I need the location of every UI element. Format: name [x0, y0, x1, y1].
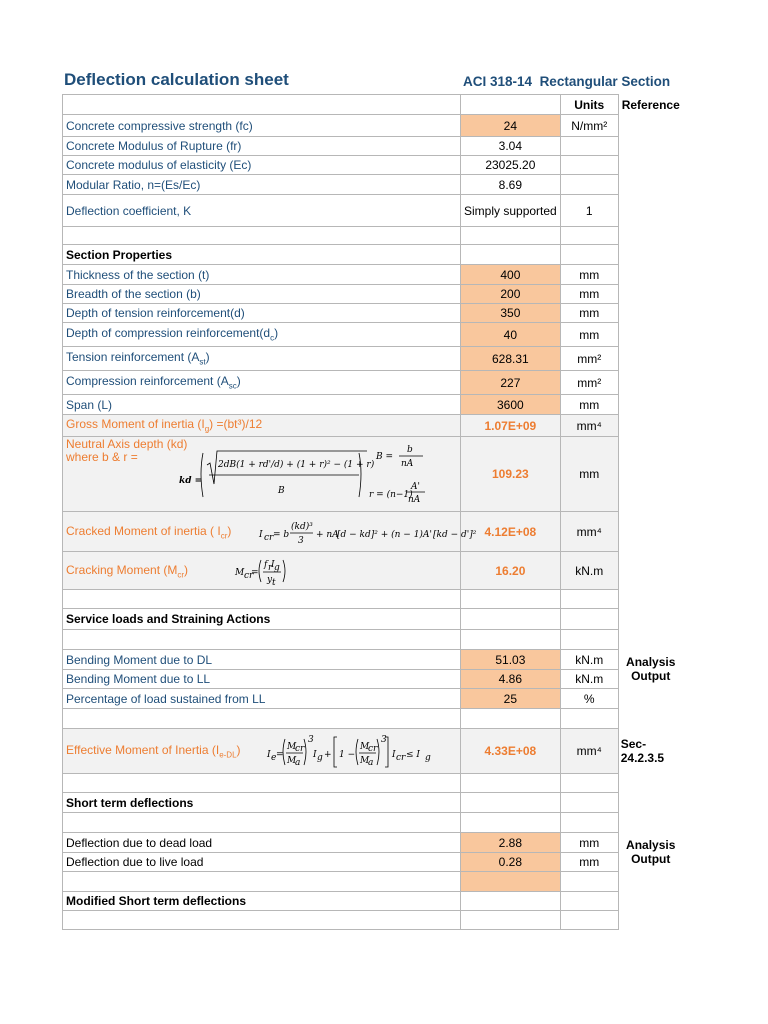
svg-text:g: g — [425, 753, 431, 763]
svg-text:[kd − d']²: [kd − d']² — [433, 530, 477, 540]
span-input[interactable]: 3600 — [461, 395, 561, 415]
row-ig — [63, 415, 683, 437]
spacer-row — [63, 630, 683, 650]
fr-value: 3.04 — [461, 137, 561, 156]
t-label: Thickness of the section (t) — [63, 265, 461, 285]
span-unit: mm — [560, 395, 618, 415]
span-label: Span (L) — [63, 395, 461, 415]
row-ie — [63, 729, 683, 774]
icr-unit: mm⁴ — [560, 512, 618, 552]
def-ll-unit: mm — [560, 853, 618, 872]
asc-input[interactable]: 227 — [461, 371, 561, 395]
svg-text:I: I — [271, 560, 275, 570]
standard-code: ACI 318-14 — [463, 74, 533, 89]
svg-text:3: 3 — [298, 536, 304, 546]
svg-text:nA: nA — [401, 459, 414, 469]
svg-text:f: f — [264, 560, 268, 570]
dc-label: Depth of compression $reinforcement(d_c)$ — [63, 323, 461, 347]
def-dl-label: Deflection due to dead load — [63, 833, 461, 853]
sheet-title: Deflection calculation sheet — [64, 70, 289, 89]
svg-text:M: M — [360, 742, 370, 752]
row-asc — [63, 371, 683, 395]
icr-formula — [63, 512, 477, 552]
section-properties-heading: Section Properties — [63, 245, 461, 265]
spacer-row — [63, 872, 683, 892]
svg-text:nA: nA — [408, 495, 421, 505]
sustained-input[interactable]: 25 — [461, 689, 561, 709]
reference-header: Reference — [621, 97, 680, 112]
units-header: Units — [560, 95, 618, 115]
mdl-label: Bending Moment due to DL — [63, 650, 461, 670]
svg-text:A': A' — [411, 482, 420, 492]
svg-text:M: M — [360, 756, 370, 766]
spacer-row — [63, 590, 683, 609]
asc-unit: mm² — [560, 371, 618, 395]
svg-text:M: M — [287, 756, 297, 766]
modified-short-term-heading: Modified Short term deflections — [63, 892, 461, 911]
n-unit — [560, 175, 618, 195]
spacer-row — [63, 227, 683, 245]
svg-text:=: = — [251, 568, 259, 578]
dc-unit: mm — [560, 323, 618, 347]
short-term-heading: Short term deflections — [63, 793, 461, 813]
k-label: Deflection coefficient, K — [63, 195, 461, 227]
def-dl-unit: mm — [560, 833, 618, 853]
svg-text:g: g — [274, 563, 280, 573]
fc-unit: N/mm² — [560, 115, 618, 137]
ast-label: Tension reinforcement $(A_{st})$ — [63, 347, 461, 371]
row-sustained — [63, 689, 683, 709]
svg-text:3: 3 — [381, 735, 387, 745]
asc-label: Compression reinforcement $(A_{sc})$ — [63, 371, 461, 395]
analysis-output-ref-1: Analysis Output — [626, 655, 676, 683]
fc-input[interactable]: 24 — [461, 115, 561, 137]
row-def-ll — [63, 853, 683, 872]
spacer-row — [63, 813, 683, 833]
svg-text:[d − kd]² + (n − 1)A': [d − kd]² + (n − 1)A' — [337, 530, 432, 540]
row-section-props — [63, 245, 683, 265]
d-label: Depth of tension reinforcement(d) — [63, 304, 461, 323]
row-t — [63, 265, 683, 285]
sustained-unit: % — [560, 689, 618, 709]
row-kd — [63, 437, 683, 512]
n-label: Modular Ratio, n=(Es/Ec) — [63, 175, 461, 195]
svg-text:I: I — [392, 750, 396, 760]
row-fc — [63, 115, 683, 137]
svg-text:1 −: 1 − — [339, 750, 356, 760]
svg-text:+: + — [324, 750, 332, 760]
svg-text:a: a — [368, 758, 374, 768]
ec-label: Concrete modulus of elasticity (Ec) — [63, 156, 461, 175]
header-value-blank — [461, 95, 561, 115]
ig-label: Gross Moment of inertia $(I_g) =(bt^3)/12$ — [63, 415, 461, 437]
svg-text:+ nA: + nA — [316, 530, 339, 540]
fr-unit — [560, 137, 618, 156]
row-b — [63, 285, 683, 304]
b-label: Breadth of the section (b) — [63, 285, 461, 304]
analysis-output-ref-2: Analysis Output — [626, 838, 676, 866]
svg-text:B =: B = — [376, 452, 394, 462]
svg-text:y: y — [267, 575, 273, 585]
svg-text:2dB(1 + rd'/d) + (1 + r)² − (1: 2dB(1 + rd'/d) + (1 + r)² − (1 + r) — [218, 460, 375, 470]
row-ast — [63, 347, 683, 371]
kd-formula — [63, 437, 461, 512]
spacer-row — [63, 774, 683, 793]
icr-label-cell: Cracked Moment of inertia ( $I_{cr}$) I cr = b (kd)³ 3 + nA [d − kd]² + (n − 1)A' [kd − d']² — [63, 512, 461, 552]
ig-value: 1.07E+09 — [461, 415, 561, 437]
sustained-label: Percentage of load sustained from LL — [63, 689, 461, 709]
kd-label: Neutral Axis depth (kd) — [66, 437, 188, 451]
b-unit: mm — [560, 285, 618, 304]
svg-text:= b: = b — [273, 530, 290, 540]
svg-text:b: b — [407, 445, 413, 455]
mcr-label: Cracking Moment (M — [66, 563, 178, 577]
svg-text:I: I — [267, 750, 271, 760]
mll-unit: kN.m — [560, 670, 618, 689]
svg-text:cr: cr — [368, 744, 378, 754]
row-ec — [63, 156, 683, 175]
svg-text:I: I — [313, 750, 317, 760]
row-n — [63, 175, 683, 195]
row-mcr — [63, 552, 683, 590]
row-mod-short — [63, 892, 683, 911]
mll-input[interactable]: 4.86 — [461, 670, 561, 689]
k-unit: 1 — [560, 195, 618, 227]
row-fr — [63, 137, 683, 156]
section-type: Rectangular Section — [539, 74, 671, 89]
mcr-label-cell: Cracking Moment $(M_{cr})$ M cr = f r I g y t — [63, 552, 461, 590]
svg-text:r: r — [268, 563, 273, 573]
spacer-row — [63, 709, 683, 729]
svg-text:g: g — [317, 753, 323, 763]
ec-unit — [560, 156, 618, 175]
calculation-table — [62, 94, 683, 930]
mll-label: Bending Moment due to LL — [63, 670, 461, 689]
svg-text:r = (n−1): r = (n−1) — [369, 490, 413, 500]
svg-text:=: = — [276, 750, 284, 760]
fr-label: Concrete Modulus of Rupture (fr) — [63, 137, 461, 156]
svg-text:kd =: kd = — [179, 476, 203, 486]
d-input[interactable]: 350 — [461, 304, 561, 323]
kd-unit: mm — [560, 437, 618, 512]
svg-text:B: B — [278, 486, 285, 496]
svg-text:3: 3 — [308, 735, 314, 745]
svg-text:(kd)³: (kd)³ — [291, 522, 313, 532]
row-dc — [63, 323, 683, 347]
sheet-subtitle — [463, 74, 768, 89]
row-def-dl — [63, 833, 683, 853]
svg-text:≤ I: ≤ I — [406, 750, 420, 760]
spacer-row — [63, 911, 683, 930]
ie-formula — [63, 729, 461, 774]
def-dl-input[interactable]: 2.88 — [461, 833, 561, 853]
icr-value: 4.12E+08 — [461, 512, 561, 552]
row-d — [63, 304, 683, 323]
row-service — [63, 609, 683, 630]
icr-label: Cracked Moment of inertia ( I — [66, 524, 221, 538]
mcr-unit: kN.m — [560, 552, 618, 590]
section-reference: Sec-24.2.3.5 — [620, 737, 665, 765]
svg-text:cr: cr — [264, 533, 274, 543]
svg-text:M: M — [287, 742, 297, 752]
svg-text:cr: cr — [396, 753, 406, 763]
row-short — [63, 793, 683, 813]
k-value[interactable]: Simply supported — [461, 195, 561, 227]
row-k — [63, 195, 683, 227]
svg-text:t: t — [272, 578, 276, 588]
ast-input[interactable]: 628.31 — [461, 347, 561, 371]
svg-text:I: I — [259, 530, 263, 540]
d-unit: mm — [560, 304, 618, 323]
ast-unit: mm² — [560, 347, 618, 371]
t-input[interactable]: 400 — [461, 265, 561, 285]
svg-text:M: M — [235, 568, 245, 578]
def-ll-label: Deflection due to live load — [63, 853, 461, 872]
kd-value: 109.23 — [461, 437, 561, 512]
mdl-unit: kN.m — [560, 650, 618, 670]
svg-text:e: e — [271, 753, 277, 763]
mdl-input[interactable]: 51.03 — [461, 650, 561, 670]
row-span — [63, 395, 683, 415]
row-icr — [63, 512, 683, 552]
service-loads-heading: Service loads and Straining Actions — [63, 609, 461, 630]
kd-label-2: where b & r = — [66, 450, 138, 464]
fc-label: Concrete compressive strength (fc) — [63, 115, 461, 137]
empty-input-cell[interactable] — [461, 872, 561, 892]
ie-label: Effective Moment of Inertia (I — [66, 743, 220, 757]
mcr-value: 16.20 — [461, 552, 561, 590]
svg-text:cr: cr — [244, 571, 254, 581]
svg-text:cr: cr — [295, 744, 305, 754]
row-mdl — [63, 650, 683, 670]
n-value: 8.69 — [461, 175, 561, 195]
ie-value: 4.33E+08 — [461, 729, 561, 774]
ec-value: 23025.20 — [461, 156, 561, 175]
ie-label-cell: Effective Moment of Inertia $(I_{e-DL})$ I e = M cr M a 3 I g + 1 − M cr M a 3 I cr ≤ I g — [63, 729, 461, 774]
mcr-formula — [63, 552, 461, 590]
header-blank — [63, 95, 461, 115]
table-header-row — [63, 95, 683, 115]
b-input[interactable]: 200 — [461, 285, 561, 304]
def-ll-input[interactable]: 0.28 — [461, 853, 561, 872]
t-unit: mm — [560, 265, 618, 285]
row-mll — [63, 670, 683, 689]
ig-unit: mm⁴ — [560, 415, 618, 437]
ie-unit: mm⁴ — [560, 729, 618, 774]
dc-input[interactable]: 40 — [461, 323, 561, 347]
kd-label-cell — [63, 437, 461, 512]
svg-text:a: a — [295, 758, 301, 768]
